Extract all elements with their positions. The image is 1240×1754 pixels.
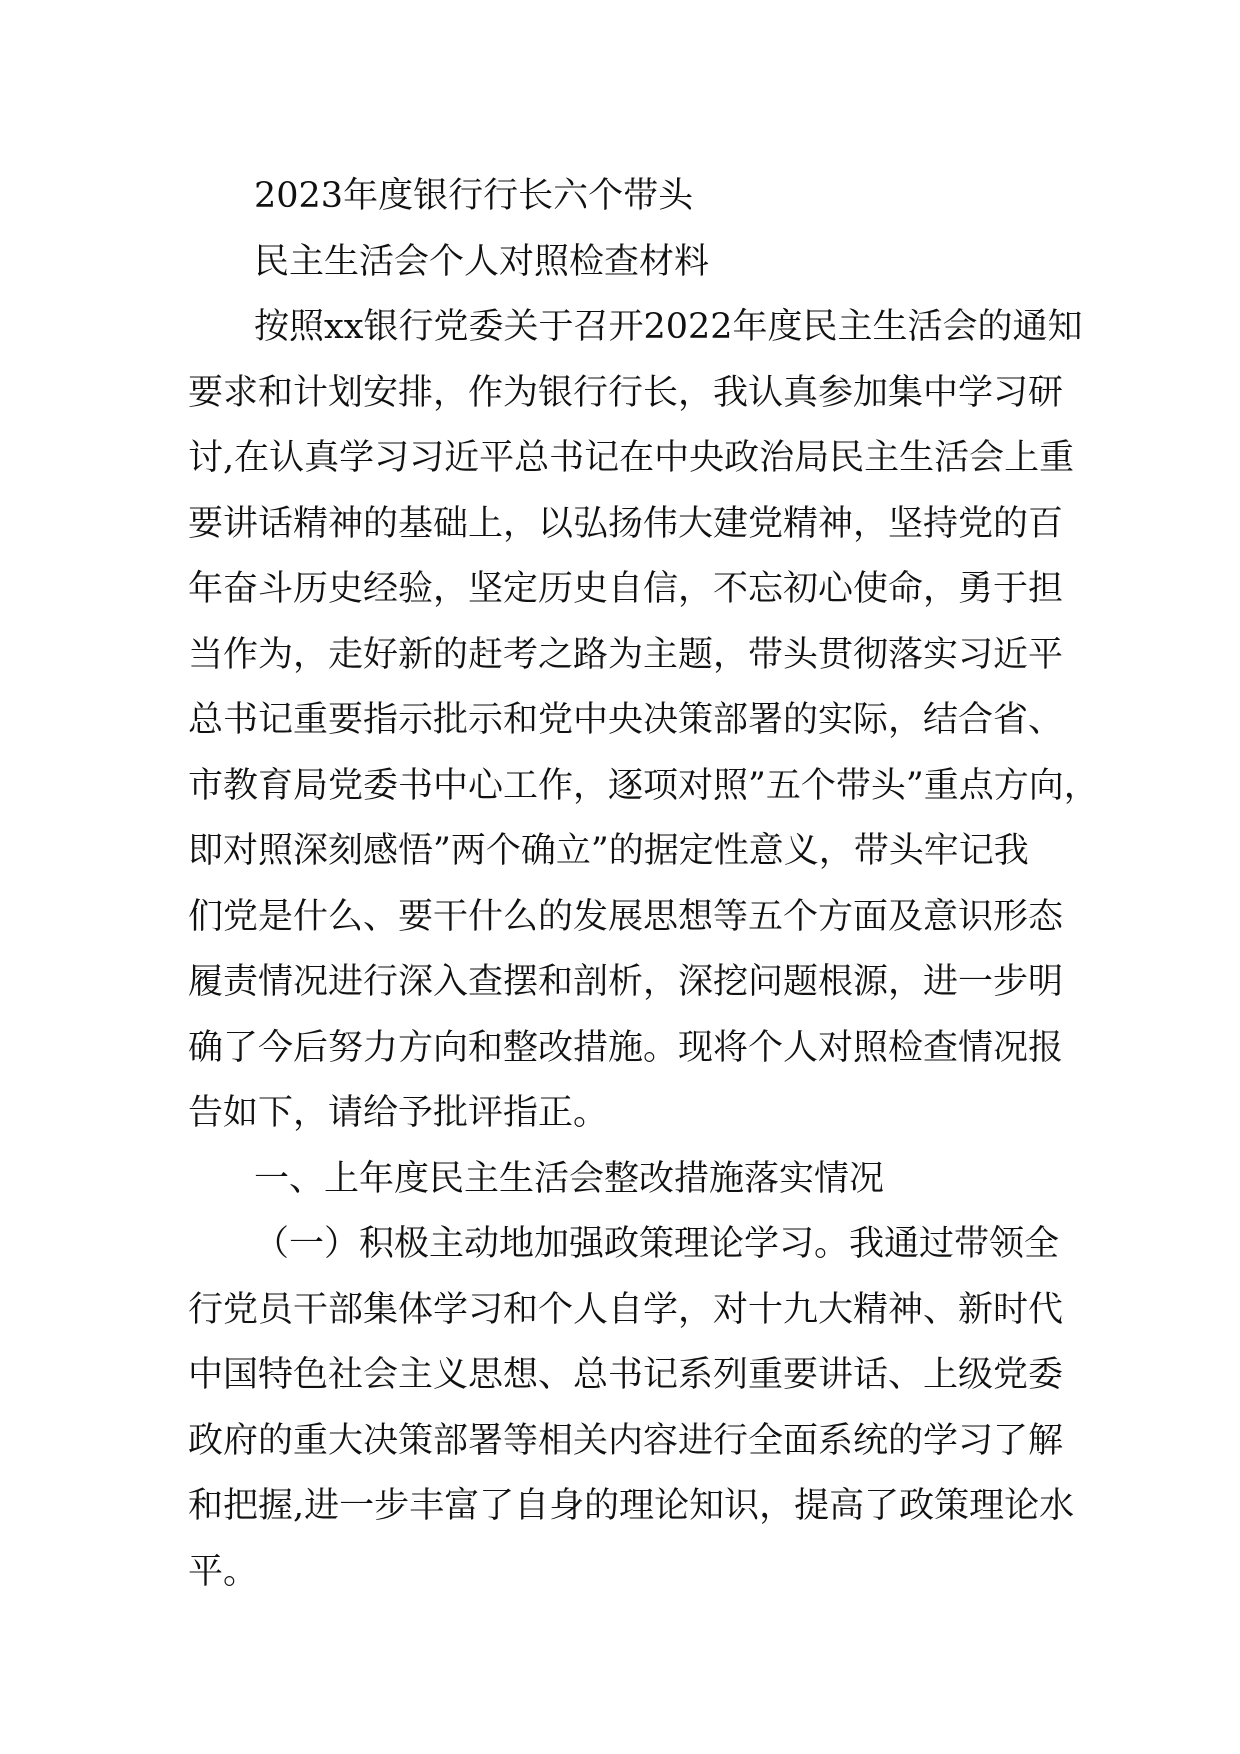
section-heading: 一、上年度民主生活会整改措施落实情况 bbox=[254, 1158, 885, 1199]
paragraph-line: 和把握,进一步丰富了自身的理论知识，提高了政策理论水 bbox=[188, 1486, 1075, 1526]
paragraph-line: 行党员干部集体学习和个人自学，对十九大精神、新时代 bbox=[188, 1289, 1064, 1330]
paragraph-line: 履责情况进行深入查摆和剖析，深挖问题根源，进一步明 bbox=[188, 962, 1064, 1002]
paragraph-line: 即对照深刻感悟”两个确立”的据定性意义，带头牢记我 bbox=[188, 831, 1029, 871]
paragraph-line: 按照xx银行党委关于召开2022年度民主生活会的通知 bbox=[254, 307, 1083, 347]
section-paragraph bbox=[188, 1212, 1075, 1605]
intro-paragraph bbox=[188, 295, 1099, 1147]
paragraph-line: 年奋斗历史经验，坚定历史自信，不忘初心使命，勇于担 bbox=[188, 569, 1064, 609]
paragraph-line: 讨,在认真学习习近平总书记在中央政治局民主生活会上重 bbox=[188, 438, 1075, 478]
paragraph-line: 们党是什么、要干什么的发展思想等五个方面及意识形态 bbox=[188, 896, 1064, 937]
document-title-line-1: 2023年度银行行长六个带头 bbox=[254, 176, 694, 216]
paragraph-line: 市教育局党委书中心工作，逐项对照”五个带头”重点方向， bbox=[188, 765, 1099, 806]
paragraph-line: 要讲话精神的基础上，以弘扬伟大建党精神，坚持党的百 bbox=[188, 503, 1064, 544]
document-title-line-2: 民主生活会个人对照检查材料 bbox=[254, 241, 710, 282]
paragraph-line: 中国特色社会主义思想、总书记系列重要讲话、上级党委 bbox=[188, 1355, 1064, 1395]
paragraph-line: 告如下，请给予批评指正。 bbox=[188, 1093, 609, 1133]
paragraph-line: （一）积极主动地加强政策理论学习。我通过带领全 bbox=[254, 1224, 1060, 1264]
paragraph-line: 要求和计划安排，作为银行行长，我认真参加集中学习研 bbox=[188, 372, 1064, 413]
paragraph-line: 政府的重大决策部署等相关内容进行全面系统的学习了解 bbox=[188, 1420, 1064, 1461]
paragraph-line: 总书记重要指示批示和党中央决策部署的实际，结合省、 bbox=[188, 700, 1064, 740]
paragraph-line: 确了今后努力方向和整改措施。现将个人对照检查情况报 bbox=[188, 1027, 1064, 1068]
document-body bbox=[188, 164, 1099, 1605]
paragraph-line: 平。 bbox=[188, 1551, 259, 1592]
paragraph-line: 当作为，走好新的赶考之路为主题，带头贯彻落实习近平 bbox=[188, 634, 1064, 675]
